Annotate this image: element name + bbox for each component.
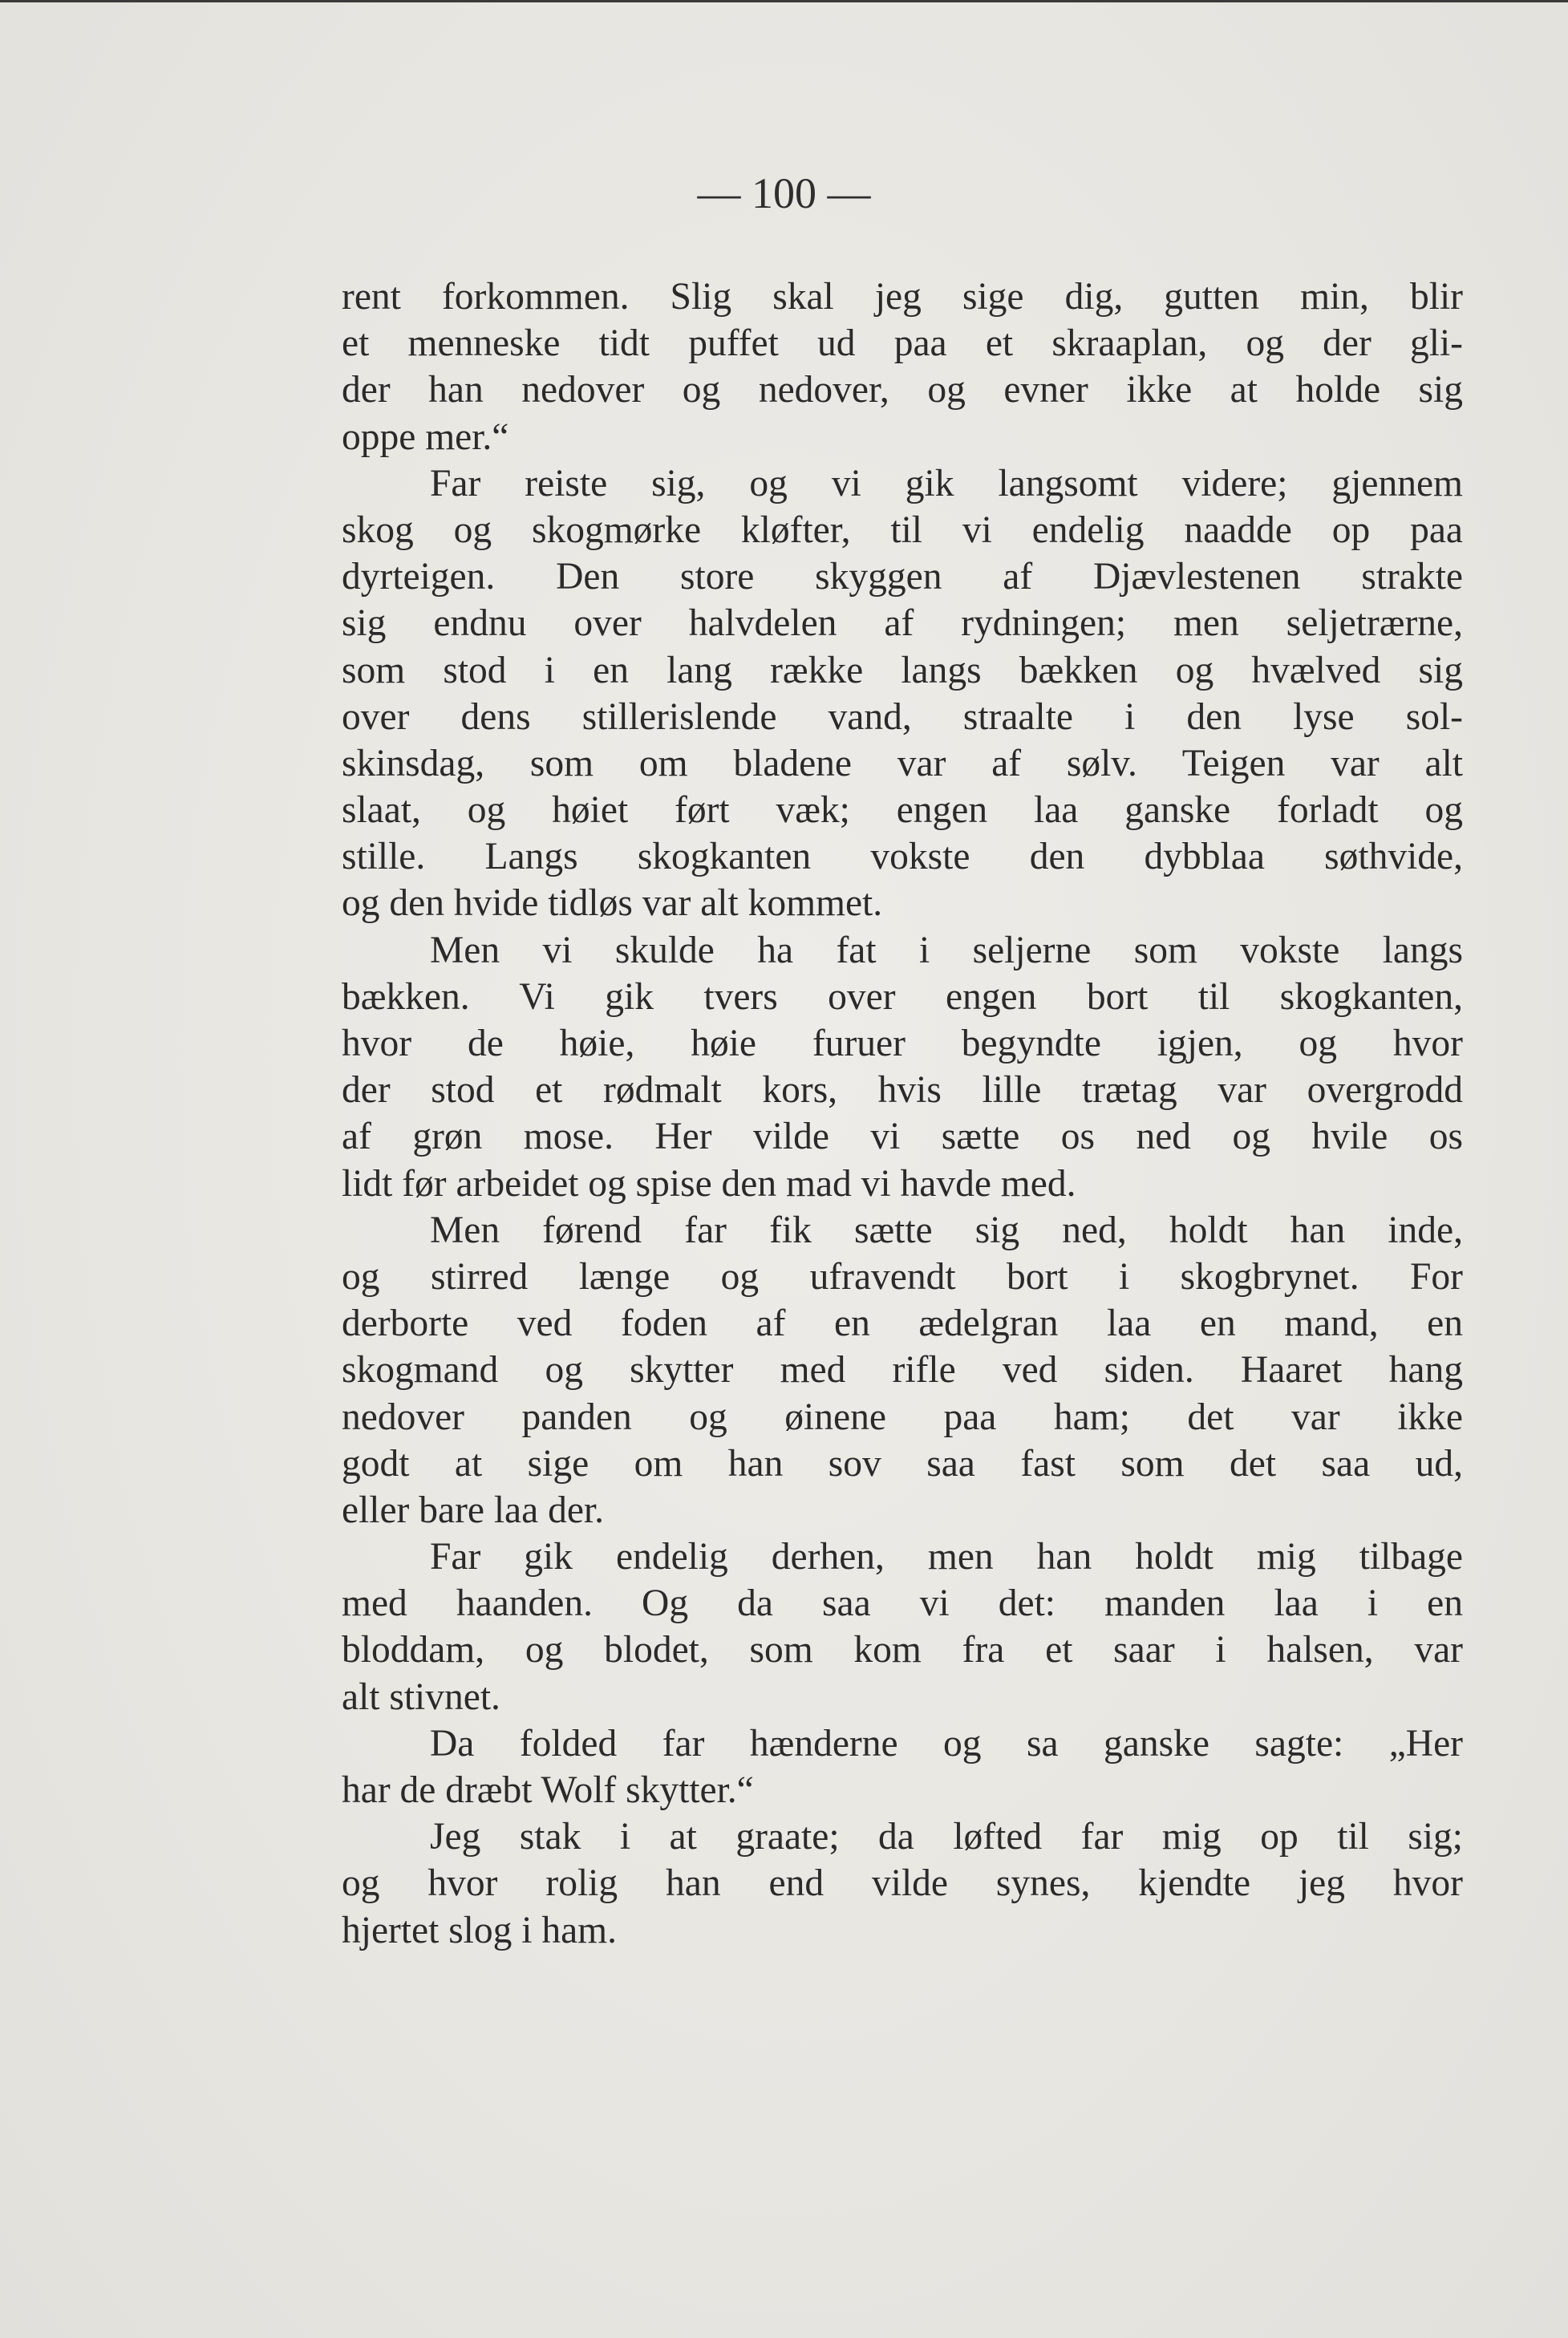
page-number: — 100 — [697,169,871,217]
text-line: af grøn mose. Her vilde vi sætte os ned og hvile os [342,1116,1463,1158]
text-line: slaat, og høiet ført væk; engen laa ganske forladt og [342,789,1463,832]
text-line: der han nedover og nedover, og evner ikke at holde sig [342,369,1463,411]
text-line: Far reiste sig, og vi gik langsomt videre; gjennem [430,462,1463,504]
text-line: oppe mer.“ [342,415,509,458]
text-line: og stirred længe og ufravendt bort i skogbrynet. For [342,1255,1463,1298]
text-line: Da folded far hænderne og sa ganske sagte: „Her [430,1722,1463,1765]
text-line: der stod et rødmalt kors, hvis lille trætag var overgrodd [342,1069,1463,1112]
text-line: og den hvide tidløs var alt kommet. [342,882,883,925]
body-text [342,274,1463,1954]
text-line: over dens stillerislende vand, straalte i den lyse sol- [342,695,1463,738]
text-line: Jeg stak i at graate; da løfted far mig op til sig; [430,1816,1463,1858]
text-line: bloddam, og blodet, som kom fra et saar i halsen, var [342,1629,1463,1671]
text-line: Far gik endelig derhen, men han holdt mig tilbage [430,1536,1463,1578]
text-line: som stod i en lang række langs bækken og hvælved sig [342,649,1463,691]
text-line: hjertet slog i ham. [342,1909,617,1951]
text-line: bækken. Vi gik tvers over engen bort til skogkanten, [342,975,1463,1018]
text-line: rent forkommen. Slig skal jeg sige dig, gutten min, blir [342,276,1463,318]
text-line: skogmand og skytter med rifle ved siden. Haaret hang [342,1349,1463,1392]
text-line: alt stivnet. [342,1675,500,1718]
text-line: derborte ved foden af en ædelgran laa en mand, en [342,1303,1463,1345]
text-line: et menneske tidt puffet ud paa et skraaplan, og der gli- [342,322,1463,365]
text-line: lidt før arbeidet og spise den mad vi havde med. [342,1162,1076,1205]
text-line: nedover panden og øinene paa ham; det var ikke [342,1396,1463,1438]
text-line: godt at sige om han sov saa fast som det saa ud, [342,1442,1463,1485]
text-line: har de dræbt Wolf skytter.“ [342,1769,754,1811]
text-line: hvor de høie, høie furuer begyndte igjen, og hvor [342,1023,1463,1064]
text-line: dyrteigen. Den store skyggen af Djævlestenen strakte [342,556,1463,598]
text-line: med haanden. Og da saa vi det: manden laa i en [342,1582,1463,1625]
text-line: skinsdag, som om bladene var af sølv. Teigen var alt [342,742,1463,784]
text-line: Men vi skulde ha fat i seljerne som vokste langs [430,929,1463,971]
text-line: stille. Langs skogkanten vokste den dybblaa søthvide, [342,836,1463,878]
text-line: sig endnu over halvdelen af rydningen; men seljetrærne, [342,602,1463,645]
text-line: eller bare laa der. [342,1489,605,1531]
text-line: og hvor rolig han end vilde synes, kjendte jeg hvor [342,1862,1463,1905]
text-line: Men førend far fik sætte sig ned, holdt han inde, [430,1209,1463,1251]
text-line: skog og skogmørke kløfter, til vi endelig naadde op paa [342,509,1463,551]
